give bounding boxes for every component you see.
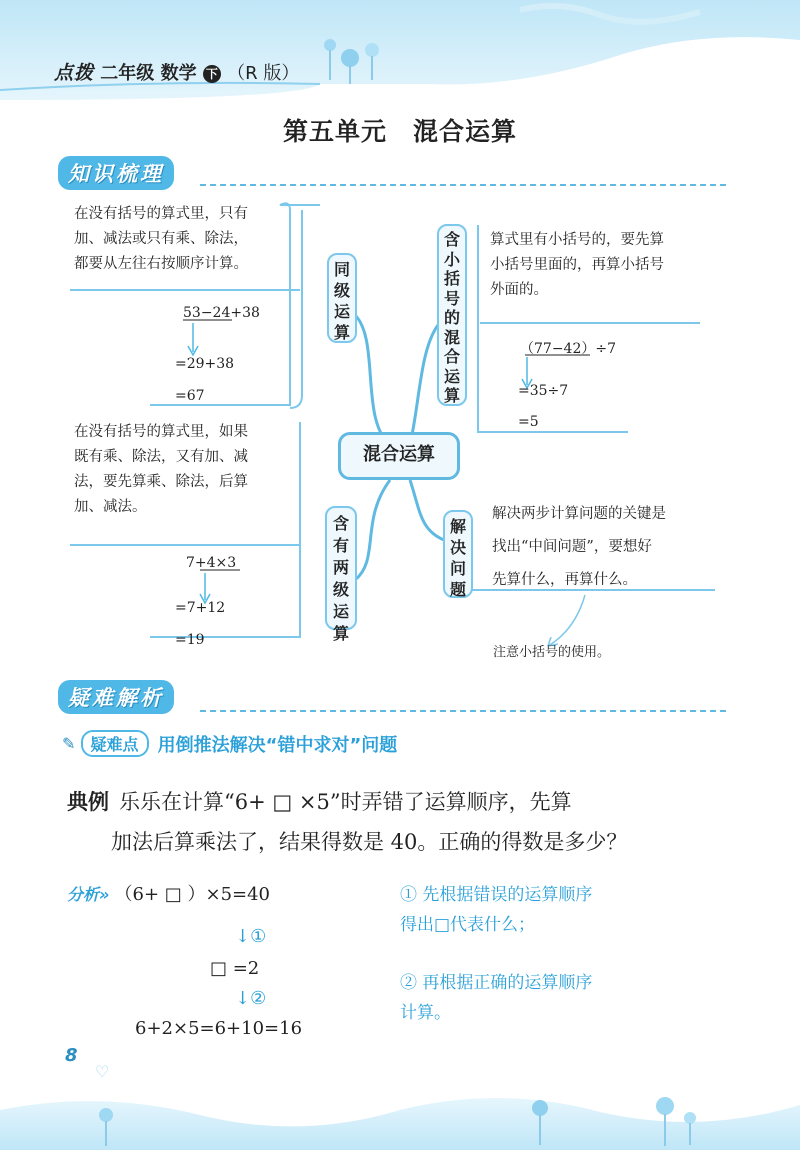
section-difficulty-tag: 疑难解析 [58,680,174,714]
solve-rule-line: 找出“中间问题”，要想好 [492,539,652,555]
header-banner [0,0,800,100]
analysis-note-line: ② 再根据正确的运算顺序 [400,973,593,993]
parentheses-rule [490,228,720,303]
node-solve [443,510,473,598]
example-line-2: 加法后算乘法了，结果得数是 40。正确的得数是多少？ [111,830,628,854]
difficulty-title: 用倒推法解决“错中求对”问题 [157,734,398,756]
brand-subject: 数学 [160,63,197,84]
same-level-rule [74,202,304,277]
unit-title: 第五单元 混合运算 [282,117,517,146]
analysis-note-line: 得出□代表什么； [400,915,536,935]
volume-badge: 下 [203,65,221,83]
parentheses-calc-3: =5 [518,414,539,430]
section-divider [200,184,726,186]
analysis-note-line: 计算。 [400,1003,451,1023]
example-problem [67,782,757,862]
analysis-note-line: ① 先根据错误的运算顺序 [400,885,593,905]
heart-icon: ♡ [95,1062,110,1081]
same-level-rule-line: 加、减法或只有乘、除法， [74,231,248,247]
parentheses-rule-line: 小括号里面的，再算小括号 [490,257,664,273]
analysis-arrow-1: ↓① [235,926,267,947]
node-same-level [327,253,357,343]
analysis-step-2: 6+2×5=6+10=16 [135,1018,303,1039]
analysis-note-1 [400,880,592,940]
analysis-arrow-2: ↓② [235,988,267,1009]
mindmap-center: 混合运算 [338,432,460,480]
same-level-calc-3: =67 [175,388,205,404]
two-level-rule-line: 既有乘、除法，又有加、减 [74,449,248,465]
parentheses-calc-2: =35÷7 [518,383,569,399]
same-level-calc-1: 53−24+38 [183,305,260,321]
analysis-label: 分析» [67,885,110,904]
example-label: 典例 [67,789,109,814]
solve-rule-line: 先算什么，再算什么。 [492,572,637,588]
two-level-rule-line: 在没有括号的算式里，如果 [74,424,248,440]
node-parentheses-label: 含小括号的混合运算 [444,230,461,405]
book-brand [54,58,299,85]
solve-rule-line: 解决两步计算问题的关键是 [492,506,666,522]
parentheses-calc-1: （77−42）÷7 [520,341,616,357]
parentheses-rule-line: 外面的。 [490,282,548,298]
same-level-calc-2: =29+38 [175,356,235,372]
solve-rule [492,498,732,597]
footer-banner [0,1070,800,1150]
same-level-rule-line: 都要从左往右按顺序计算。 [74,256,248,272]
parentheses-rule-line: 算式里有小括号的，要先算 [490,232,664,248]
page-number: 8 [65,1045,78,1066]
node-same-level-label: 同级运算 [334,260,351,342]
two-level-calc-1: 7+4×3 [186,555,237,571]
brand-edition: （R 版） [227,63,300,84]
two-level-calc-3: =19 [175,632,205,648]
node-two-level-label: 含有两级运算 [333,514,350,643]
two-level-rule [74,420,304,520]
difficulty-header [62,730,397,757]
section-knowledge-tag: 知识梳理 [58,156,174,190]
analysis-row [67,880,270,906]
node-parentheses [437,224,467,406]
example-line-1: 乐乐在计算“6+ □ ×5”时弄错了运算顺序，先算 [119,790,572,814]
analysis-step-0: （6+ □ ）×5=40 [114,884,271,905]
difficulty-badge: 疑难点 [81,730,149,757]
same-level-rule-line: 在没有括号的算式里，只有 [74,206,248,222]
section-divider [200,710,726,712]
node-two-level [325,506,357,643]
two-level-calc-2: =7+12 [175,600,226,616]
brand-logo: 点拨 [54,62,95,84]
analysis-note-2 [400,968,592,1028]
two-level-rule-line: 法，要先算乘、除法，后算 [74,474,248,490]
analysis-step-1: □ =2 [210,958,260,979]
two-level-rule-line: 加、减法。 [74,499,147,515]
brand-grade: 二年级 [100,63,155,84]
pencil-icon: ✎ [62,734,76,753]
solve-note: 注意小括号的使用。 [493,645,611,660]
node-solve-label: 解决问题 [450,517,467,599]
